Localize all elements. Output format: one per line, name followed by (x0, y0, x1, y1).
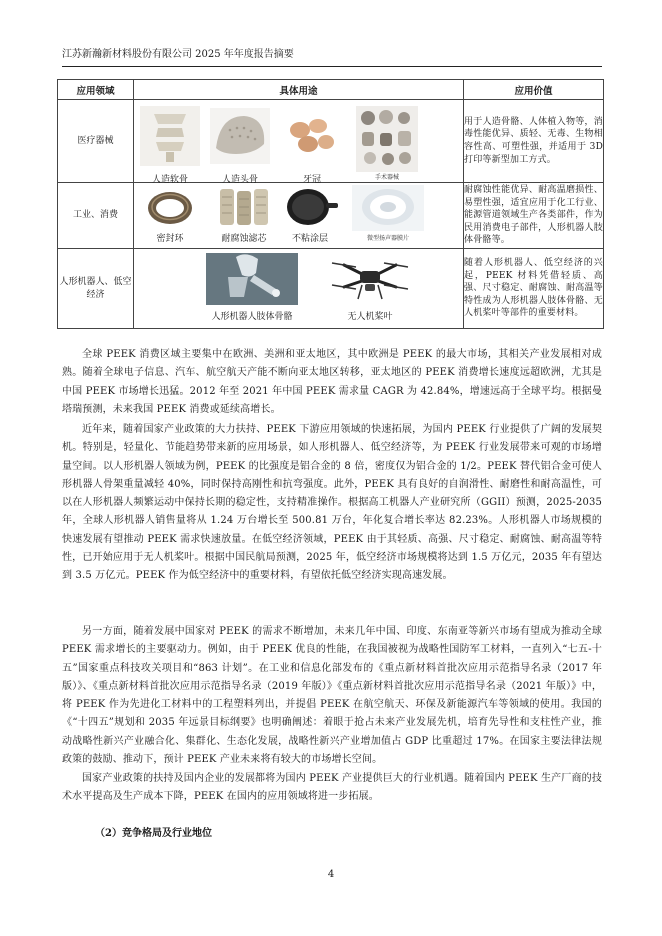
row-uses (134, 100, 464, 183)
row-field: 医疗器械 (58, 100, 134, 183)
application-table (57, 79, 604, 329)
table-row (58, 100, 604, 183)
caption-coating: 不粘涂层 (291, 234, 328, 244)
drone-image (330, 251, 410, 305)
row-value: 用于人造骨骼、人体植入物等，消毒性能优异、质轻、无毒、生物相容性高、可塑性强，并适用于 3D 打印等新型加工方式。 (464, 100, 604, 183)
robot-skeleton-image (206, 253, 298, 305)
caption-skull: 人造头骨 (221, 175, 258, 185)
caption-diaphragm: 微型扬声器膜片 (366, 235, 409, 242)
paragraph-domestic-opportunity: 国家产业政策的扶持及国内企业的发展都将为国内 PEEK 产业提供巨大的行业机遇。随着国内 PEEK 生产厂商的技术水平提高及生产成本下降，PEEK 在国内的应用领域将进一步拓展。 (62, 773, 602, 803)
header-field: 应用领域 (58, 80, 134, 100)
table-header-row (58, 80, 604, 100)
table-row (58, 249, 604, 329)
paragraph-global-market: 全球 PEEK 消费区域主要集中在欧洲、美洲和亚太地区，其中欧洲是 PEEK 的最大市场，其相关产业发展相对成熟。随着全球电子信息、汽车、航空航天产能不断向亚太地区转移，亚太地区的 PEEK 消费增长速度远超欧洲，尤其是中国 PEEK 市场增长迅猛。2012 年至 2021 年中国 PEEK 需求量 CAGR 为 42.84%，增速远高于全球平均。根据曼塔瑞预测，未来我国 PEEK 消费或延续高增长。 (62, 349, 602, 415)
speaker-diaphragm-image (352, 185, 424, 231)
caption-filter: 耐腐蚀滤芯 (221, 234, 267, 244)
caption-seal: 密封环 (156, 234, 184, 244)
row-uses (134, 249, 464, 329)
table-row (58, 183, 604, 249)
seal-ring-image (144, 187, 196, 229)
header-uses: 具体用途 (134, 80, 464, 100)
row-value: 耐腐蚀性能优异、耐高温磨损性、易塑性强，适宜应用于化工行业、能源管道领域生产各类部件，作为民用消费电子部件，人形机器人肢体骨骼等。 (464, 183, 604, 249)
dental-crown-image (284, 112, 340, 162)
page-number: 4 (327, 869, 335, 880)
header-value: 应用价值 (464, 80, 604, 100)
caption-drone: 无人机桨叶 (347, 312, 393, 322)
section-subheading: （2）竞争格局及行业地位 (95, 828, 212, 839)
row-field: 人形机器人、低空经济 (58, 249, 134, 329)
caption-crown: 牙冠 (302, 175, 321, 185)
row-value: 随着人形机器人、低空经济的兴起，PEEK 材料凭借轻质、高强、尺寸稳定、耐腐蚀、耐高温等特性成为人形机器人肢体骨骼、无人机桨叶等部件的重要材料。 (464, 249, 604, 329)
report-header (62, 48, 602, 67)
row-field: 工业、消费 (58, 183, 134, 249)
caption-robot: 人形机器人肢体骨骼 (211, 312, 293, 322)
nonstick-pan-image (282, 185, 338, 229)
paragraph-policy-growth: 近年来，随着国家产业政策的大力扶持、PEEK 下游应用领域的快速拓展，为国内 PEEK 行业提供了广阔的发展契机。特别是，轻量化、节能趋势带来新的应用场景，如人形机器人、低空经济等，为 PEEK 行业发展带来可观的市场增量空间。以人形机器人领域为例，PEEK 的比强度是铝合金的 8 倍，密度仅为铝合金的 1/2。PEEK 替代铝合金可使人形机器人骨架重量减轻 40%，同时保持高刚性和抗弯强度。此外，PEEK 具有良好的自润滑性、耐磨性和耐高温性，可以在人形机器人频繁运动中保持长期的稳定性，支持精准操作。根据高工机器人产业研究所（GGII）预测，2025-2035 年，全球人形机器人销售量将从 1.24 万台增长至 500.81 万台，年化复合增长率达 82.23%。人形机器人市场规模的快速发展有望推动 PEEK 需求快速放量。在低空经济领域，PEEK 由于其轻质、高强、尺寸稳定、耐腐蚀、耐高温等特性，已开始应用于无人机桨叶。根据中国民航局预测，2025 年，低空经济市场规模将达到 1.5 万亿元，2035 年有望达到 3.5 万亿元。PEEK 作为低空经济中的重要材料，有望依托低空经济实现高速发展。 (62, 424, 602, 582)
caption-cartilage: 人造软骨 (151, 175, 188, 185)
artificial-cartilage-image (140, 106, 200, 166)
row-uses (134, 183, 464, 249)
caption-instruments: 手术器械 (374, 174, 399, 181)
filter-image (212, 185, 276, 229)
surgical-instruments-image (356, 106, 418, 172)
paragraph-emerging-markets: 另一方面，随着发展中国家对 PEEK 的需求不断增加，未来几年中国、印度、东南亚等新兴市场有望成为推动全球 PEEK 需求增长的主要驱动力。例如，由于 PEEK 优良的性能，在我国被视为战略性国防军工材料，一直列入“七五-十五”国家重点科技攻关项目和“863 计划”。在工业和信息化部发布的《重点新材料首批次应用示范指导名录（2017 年版）》、《重点新材料首批次应用示范指导名录（2019 年版）》《重点新材料首批次应用示范指导名录（2021 年版）》中，将 PEEK 作为先进化工材料中的工程塑料列出，并提倡 PEEK 在航空航天、环保及新能源汽车等领域的使用。我国的《“十四五”规划和 2035 年远景目标纲要》也明确阐述：着眼于抢占未来产业发展先机，培育先导性和支柱性产业，推动战略性新兴产业融合化、集群化、生态化发展，战略性新兴产业增加值占 GDP 比重超过 17%。在国家主要法律法规政策的鼓励、推动下，预计 PEEK 产业未来将有较大的市场增长空间。 (62, 626, 602, 766)
report-title: 江苏新瀚新材料股份有限公司 2025 年年度报告摘要 (62, 49, 294, 60)
artificial-skull-image (210, 108, 270, 164)
